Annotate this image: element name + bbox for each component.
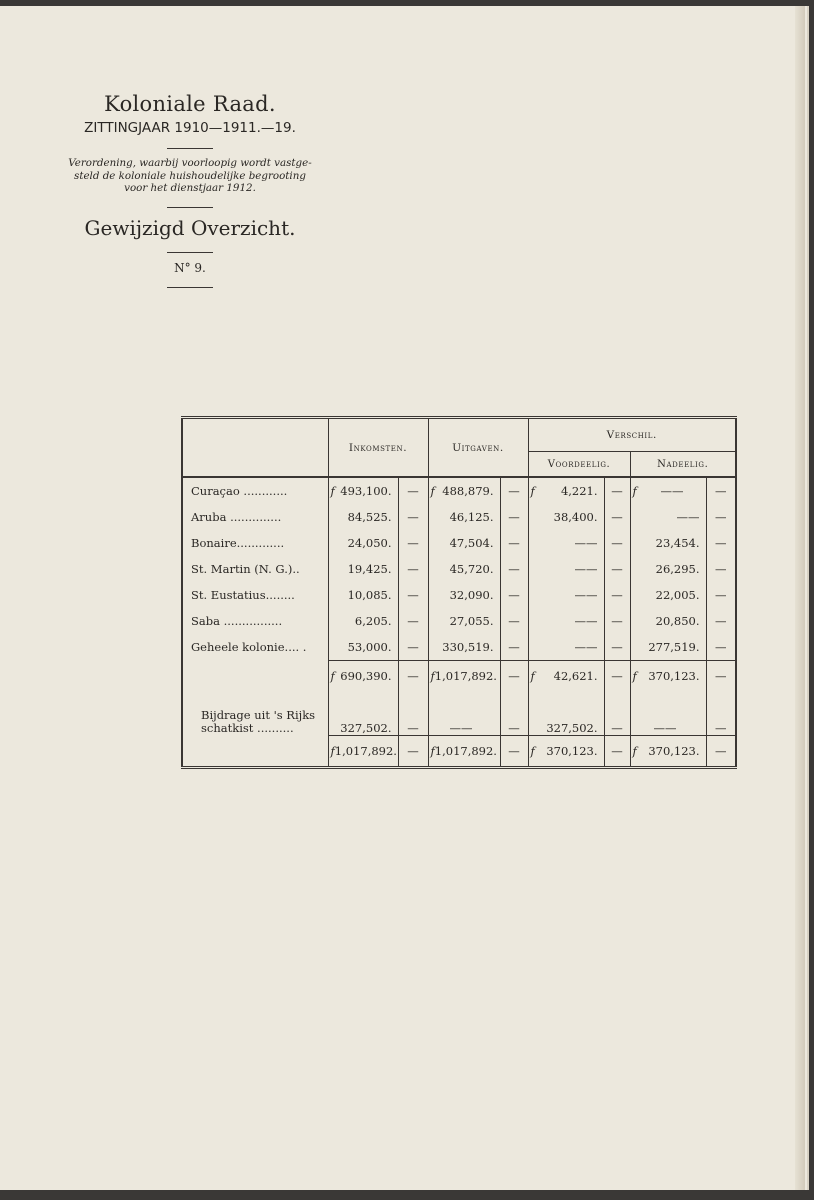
- row-label: [182, 660, 328, 691]
- dash-cell: —: [500, 477, 528, 504]
- dash-cell: —: [706, 504, 736, 530]
- total-row: [182, 735, 736, 767]
- currency-symbol: f: [632, 743, 637, 758]
- income-header: Inkomsten.: [328, 418, 428, 478]
- dash-cell: —: [604, 556, 630, 582]
- contribution-label-line: Bijdrage uit 's Rijks: [201, 708, 316, 722]
- expenses-cell: 47,504.: [428, 530, 500, 556]
- dash-cell: —: [398, 556, 428, 582]
- dash-cell: —: [604, 504, 630, 530]
- row-label: [182, 691, 328, 736]
- surplus-cell: ——: [528, 582, 604, 608]
- dash-cell: —: [706, 582, 736, 608]
- table-corner: [182, 418, 328, 478]
- dash-cell: —: [604, 691, 630, 736]
- currency-symbol: f: [632, 668, 637, 683]
- document-number: N° 9.: [174, 260, 206, 275]
- dash-cell: —: [604, 608, 630, 634]
- dash-cell: —: [604, 530, 630, 556]
- dash-cell: —: [500, 735, 528, 767]
- document-header: [40, 92, 340, 296]
- row-label: St. Martin (N. G.)..: [191, 562, 300, 576]
- surplus-cell: 327,502.: [528, 691, 604, 736]
- description-line: voor het dienstjaar 1912.: [124, 182, 256, 194]
- dash-cell: —: [706, 477, 736, 504]
- document-title: Koloniale Raad.: [104, 92, 276, 116]
- expenses-cell: f 1,017,892.: [428, 660, 500, 691]
- session-year: ZITTINGJAAR 1910—1911.—19.: [84, 120, 296, 136]
- contribution-label-line: schatkist ..........: [201, 721, 294, 735]
- dash-cell: —: [604, 582, 630, 608]
- table-row: [182, 477, 736, 504]
- row-label: Saba ................: [191, 614, 283, 628]
- deficit-cell: f 370,123.: [630, 660, 706, 691]
- expenses-header: Uitgaven.: [428, 418, 528, 478]
- dash-cell: —: [398, 582, 428, 608]
- overview-title: Gewijzigd Overzicht.: [84, 215, 296, 240]
- budget-table: [181, 416, 737, 769]
- dash-cell: —: [500, 691, 528, 736]
- dash-cell: —: [500, 634, 528, 660]
- expenses-cell: ——: [428, 691, 500, 736]
- document-page: [0, 6, 809, 1190]
- currency-symbol: f: [330, 743, 335, 758]
- expenses-cell: f 488,879.: [428, 477, 500, 504]
- income-cell: 6,205.: [328, 608, 398, 634]
- table-row: [182, 608, 736, 634]
- expenses-cell: 27,055.: [428, 608, 500, 634]
- expenses-cell: 45,720.: [428, 556, 500, 582]
- dash-cell: —: [706, 691, 736, 736]
- expenses-cell: 32,090.: [428, 582, 500, 608]
- currency-symbol: f: [430, 743, 435, 758]
- dash-cell: —: [398, 735, 428, 767]
- divider: [167, 148, 213, 149]
- deficit-cell: 20,850.: [630, 608, 706, 634]
- table-row: [182, 504, 736, 530]
- dash-cell: —: [398, 530, 428, 556]
- income-cell: 327,502.: [328, 691, 398, 736]
- divider: [167, 287, 213, 288]
- dash-cell: —: [706, 660, 736, 691]
- row-label: Aruba ..............: [191, 510, 282, 524]
- currency-symbol: f: [632, 484, 637, 498]
- dash-cell: —: [500, 582, 528, 608]
- income-cell: 24,050.: [328, 530, 398, 556]
- dash-cell: —: [398, 634, 428, 660]
- dash-cell: —: [398, 691, 428, 736]
- surplus-cell: f 370,123.: [528, 735, 604, 767]
- income-cell: f 690,390.: [328, 660, 398, 691]
- surplus-cell: ——: [528, 556, 604, 582]
- row-label: [182, 735, 328, 767]
- dash-cell: —: [500, 608, 528, 634]
- deficit-cell: f ——: [630, 477, 706, 504]
- surplus-cell: f 4,221.: [528, 477, 604, 504]
- description-line: steld de koloniale huishoudelijke begrooting: [74, 169, 306, 182]
- table-row: [182, 634, 736, 660]
- income-cell: f 493,100.: [328, 477, 398, 504]
- dash-cell: —: [604, 477, 630, 504]
- difference-header: Verschil.: [528, 418, 736, 452]
- surplus-cell: ——: [528, 530, 604, 556]
- row-label: Bonaire.............: [191, 536, 285, 550]
- row-label: St. Eustatius........: [191, 588, 295, 602]
- deficit-cell: f 370,123.: [630, 735, 706, 767]
- dash-cell: —: [398, 608, 428, 634]
- row-label: Geheele kolonie.... .: [191, 640, 307, 654]
- deficit-cell: 22,005.: [630, 582, 706, 608]
- surplus-cell: 38,400.: [528, 504, 604, 530]
- surplus-cell: f 42,621.: [528, 660, 604, 691]
- dash-cell: —: [500, 504, 528, 530]
- dash-cell: —: [500, 530, 528, 556]
- deficit-cell: ——: [630, 691, 706, 736]
- table-row: [182, 556, 736, 582]
- ordinance-description: [40, 157, 340, 195]
- surplus-header: Voordeelig.: [528, 452, 630, 478]
- dash-cell: —: [398, 660, 428, 691]
- dash-cell: —: [706, 530, 736, 556]
- income-cell: 53,000.: [328, 634, 398, 660]
- contribution-row: [182, 691, 736, 736]
- dash-cell: —: [604, 735, 630, 767]
- currency-symbol: f: [530, 484, 535, 498]
- currency-symbol: f: [330, 668, 335, 683]
- deficit-cell: 26,295.: [630, 556, 706, 582]
- deficit-cell: ——: [630, 504, 706, 530]
- dash-cell: —: [706, 634, 736, 660]
- deficit-cell: 277,519.: [630, 634, 706, 660]
- dash-cell: —: [398, 504, 428, 530]
- income-cell: 84,525.: [328, 504, 398, 530]
- description-line: Verordening, waarbij voorloopig wordt vastge-: [68, 157, 312, 169]
- deficit-header: Nadeelig.: [630, 452, 736, 478]
- dash-cell: —: [604, 660, 630, 691]
- table-row: [182, 530, 736, 556]
- page-spine: [795, 6, 805, 1190]
- currency-symbol: f: [530, 743, 535, 758]
- surplus-cell: ——: [528, 634, 604, 660]
- income-cell: f 1,017,892.: [328, 735, 398, 767]
- currency-symbol: f: [530, 668, 535, 683]
- deficit-cell: 23,454.: [630, 530, 706, 556]
- currency-symbol: f: [430, 668, 435, 683]
- expenses-cell: 46,125.: [428, 504, 500, 530]
- expenses-cell: f 1,017,892.: [428, 735, 500, 767]
- surplus-cell: ——: [528, 608, 604, 634]
- divider: [167, 252, 213, 253]
- dash-cell: —: [706, 608, 736, 634]
- divider: [167, 207, 213, 208]
- dash-cell: —: [500, 556, 528, 582]
- dash-cell: —: [398, 477, 428, 504]
- currency-symbol: f: [430, 484, 435, 498]
- income-cell: 19,425.: [328, 556, 398, 582]
- currency-symbol: f: [330, 484, 335, 498]
- dash-cell: —: [500, 660, 528, 691]
- dash-cell: —: [706, 735, 736, 767]
- expenses-cell: 330,519.: [428, 634, 500, 660]
- income-cell: 10,085.: [328, 582, 398, 608]
- dash-cell: —: [604, 634, 630, 660]
- subtotal-row: [182, 660, 736, 691]
- table-row: [182, 582, 736, 608]
- dash-cell: —: [706, 556, 736, 582]
- row-label: Curaçao ............: [191, 484, 288, 498]
